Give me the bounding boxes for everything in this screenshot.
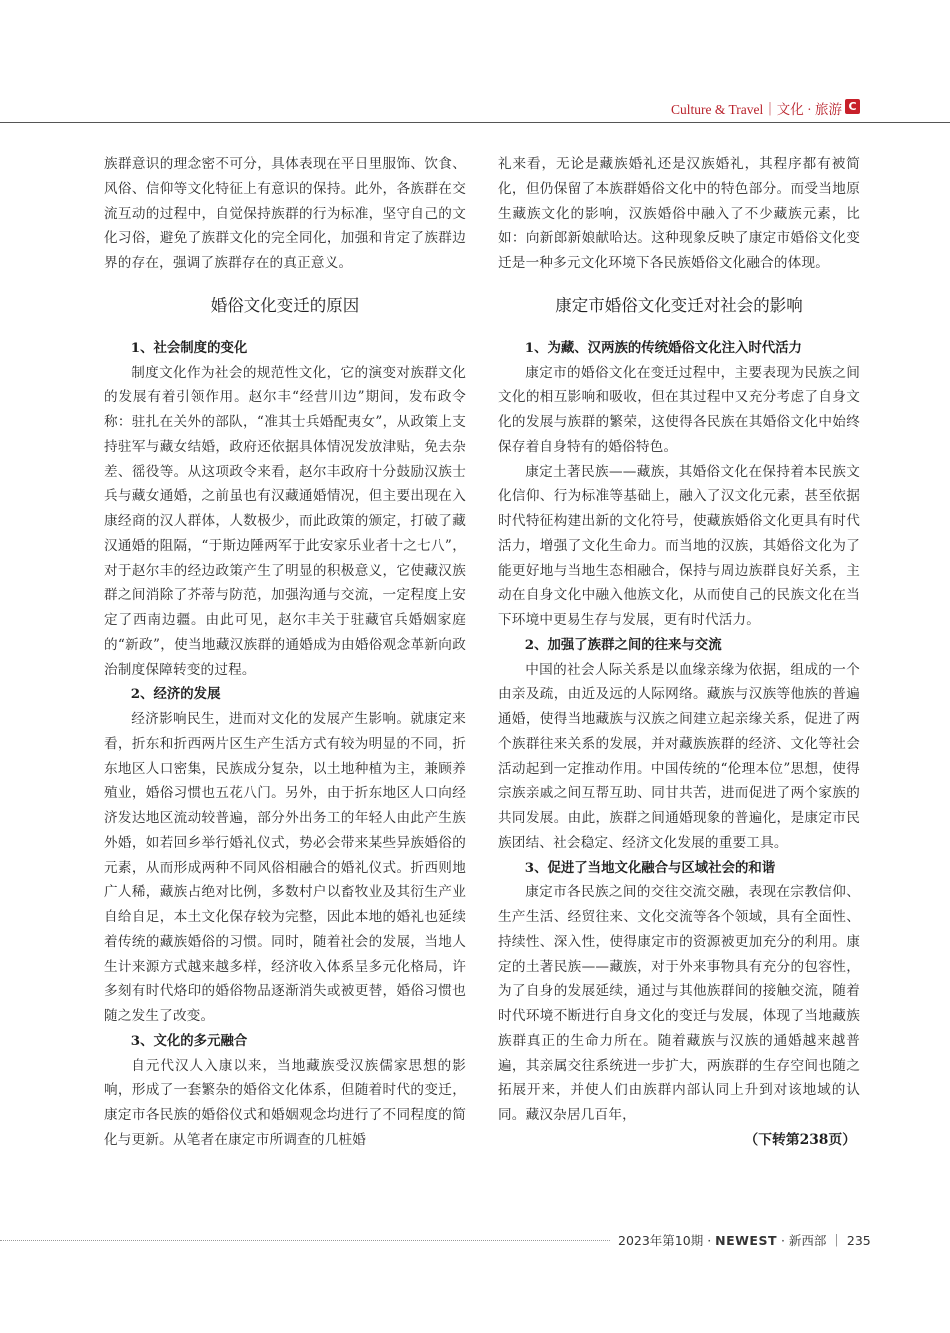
subsection-title: 1、社会制度的变化	[130, 339, 248, 356]
continued-note: （下转第238页）	[744, 1131, 856, 1148]
right-column	[498, 152, 860, 1152]
subsection-title: 2、加强了族群之间的往来与交流	[524, 636, 722, 653]
body-paragraph: 康定市各民族之间的交往交流交融，表现在宗教信仰、生产生活、经贸往来、文化交流等各个领域，具有全面性、持续性、深入性，使得康定市的资源被更加充分的利用。康定的土著民族——藏族，对于外来事物具有充分的包容性，为了自身的发展延续，通过与其他族群间的接触交流，随着时代环境不断进行自身文化的变迁与发展，体现了当地藏族族群真正的生命力所在。随着藏族与汉族的通婚越来越普遍，其亲属交往系统进一步扩大，两族群的生存空间也随之拓展开来，并使人们由族群内部认同上升到对该地域的认同。藏汉杂居几百年，	[498, 884, 860, 1123]
left-intro-paragraph: 族群意识的理念密不可分，具体表现在平日里服饰、饮食、风俗、信仰等文化特征上有意识的保持。此外，各族群在交流互动的过程中，自觉保持族群的行为标准，坚守自己的文化习俗，避免了族群文化的完全同化，加强和肯定了族群边界的存在，强调了族群存在的真正意义。	[104, 156, 466, 271]
right-section-title: 康定市婚俗文化变迁对社会的影响	[555, 295, 803, 315]
subsection-title: 3、促进了当地文化融合与区域社会的和谐	[524, 859, 776, 876]
subsection-title: 2、经济的发展	[130, 686, 221, 703]
page-header	[0, 96, 950, 124]
footer-text	[618, 1231, 871, 1249]
subsection-title: 3、文化的多元融合	[130, 1032, 248, 1049]
right-intro-paragraph: 礼来看，无论是藏族婚礼还是汉族婚礼，其程序都有被简化，但仍保留了本族群婚俗文化中的特色部分。而受当地原生藏族文化的影响，汉族婚俗中融入了不少藏族元素，比如：向新郎新娘献哈达。这种现象反映了康定市婚俗文化变迁是一种多元文化环境下各民族婚俗文化融合的体现。	[498, 156, 860, 271]
body-paragraph: 自元代汉人入康以来，当地藏族受汉族儒家思想的影响，形成了一套繁杂的婚俗文化体系，但随着时代的变迁，康定市各民族的婚俗仪式和婚姻观念均进行了不同程度的简化与更新。从笔者在康定市所调查的几桩婚	[104, 1057, 466, 1148]
page-number: 235	[846, 1233, 871, 1248]
body-paragraph: 康定土著民族——藏族，其婚俗文化在保持着本民族文化信仰、行为标准等基础上，融入了汉文化元素，甚至依据时代特征构建出新的文化符号，使藏族婚俗文化更具有时代活力，增强了文化生命力。而当地的汉族，其婚俗文化为了能更好地与当地生态相融合，保持与周边族群良好关系，主动在自身文化中融入他族文化，从而使自己的民族文化在当下环境中更易生存与发展，更有时代活力。	[498, 463, 860, 628]
section-label: Culture & Travel｜文化 · 旅游	[671, 102, 842, 117]
left-column	[104, 152, 466, 1153]
body-paragraph: 制度文化作为社会的规范性文化，它的演变对族群文化的发展有着引领作用。赵尔丰“经营川边”期间，发布政令称：驻扎在关外的部队，“准其士兵婚配夷女”，从政策上支持驻军与藏女结婚，政府还依据具体情况发放津贴，免去杂差、徭役等。从这项政令来看，赵尔丰政府十分鼓励汉族士兵与藏女通婚，之前虽也有汉藏通婚情况，但主要出现在入康经商的汉人群体，人数极少，而此政策的颁定，打破了藏汉通婚的阻隔，“于斯边陲两军于此安家乐业者十之七八”，对于赵尔丰的经边政策产生了明显的积极意义，它使藏汉族群之间消除了芥蒂与防范，加强沟通与交流，一定程度上安定了西南边疆。由此可见，赵尔丰关于驻藏官兵婚姻家庭的“新政”，使当地藏汉族群的通婚成为由婚俗观念革新向政治制度保障转变的过程。	[104, 364, 466, 678]
body-paragraph: 中国的社会人际关系是以血缘亲缘为依据，组成的一个由亲及疏，由近及远的人际网络。藏族与汉族等他族的普遍通婚，使得当地藏族与汉族之间建立起亲缘关系，促进了两个族群往来关系的发展，并对藏族族群的经济、文化等社会活动起到一定推动作用。中国传统的“伦理本位”思想，使得宗族亲戚之间互帮互助、同甘共苦，进而促进了两个家族的共同发展。由此，族群之间通婚现象的普遍化，是康定市民族团结、社会稳定、经济文化发展的重要工具。	[498, 661, 860, 851]
footer-issue: 2023年第10期 ·	[618, 1233, 716, 1248]
body-paragraph: 康定市的婚俗文化在变迁过程中，主要表现为民族之间文化的相互影响和吸收，但在其过程中又充分考虑了自身文化的发展与族群的繁荣，这使得各民族在其婚俗文化中始终保存着自身特有的婚俗特色。	[498, 364, 860, 455]
section-badge: C	[845, 99, 860, 114]
footer-rule	[0, 1240, 610, 1241]
footer-brand: NEWEST	[715, 1233, 777, 1248]
body-paragraph: 经济影响民生，进而对文化的发展产生影响。就康定来看，折东和折西两片区生产生活方式有较为明显的不同，折东地区人口密集，民族成分复杂，以土地种植为主，兼顾养殖业，婚俗习惯也五花八门。另外，由于折东地区人口向经济发达地区流动较普遍，部分外出务工的年轻人由此产生族外婚，如若回乡举行婚礼仪式，势必会带来某些异族婚俗的元素，从而形成两种不同风俗相融合的婚礼仪式。折西则地广人稀，藏族占绝对比例，多数村户以畜牧业及其衍生产业自给自足，本土文化保存较为完整，因此本地的婚礼也延续着传统的藏族婚俗的习惯。同时，随着社会的发展，当地人生计来源方式越来越多样，经济收入体系呈多元化格局，许多刻有时代烙印的婚俗物品逐渐消失或被更替，婚俗习惯也随之发生了改变。	[104, 711, 466, 1024]
page-footer	[0, 1230, 950, 1250]
left-section-title: 婚俗文化变迁的原因	[210, 295, 360, 315]
footer-region: · 新西部 ｜	[777, 1233, 847, 1248]
subsection-title: 1、为藏、汉两族的传统婚俗文化注入时代活力	[524, 339, 802, 356]
header-rule	[0, 122, 950, 123]
